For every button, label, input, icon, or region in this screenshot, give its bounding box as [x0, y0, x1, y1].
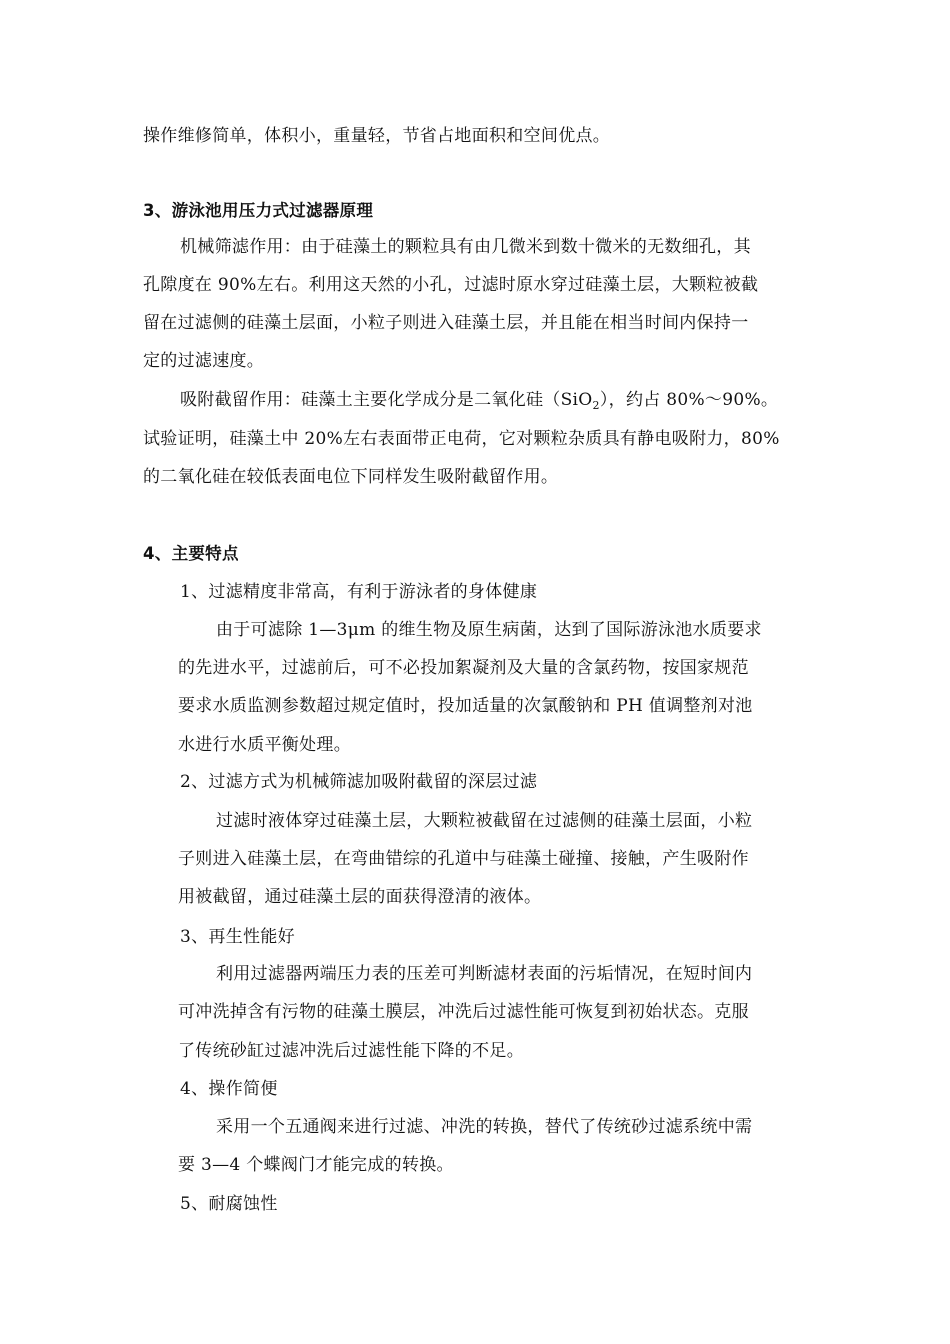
subscript-text: 2 [592, 399, 600, 412]
paragraph-line: 的二氧化硅在较低表面电位下同样发生吸附截留作用。 [143, 467, 559, 487]
paragraph-text: ），约占 80%～90%。 [599, 390, 779, 410]
paragraph-line: 要 3—4 个蝶阀门才能完成的转换。 [178, 1155, 454, 1175]
paragraph-line: 机械筛滤作用：由于硅藻土的颗粒具有由几微米到数十微米的无数细孔，其 [180, 237, 751, 257]
paragraph-line: 可冲洗掉含有污物的硅藻土膜层，冲洗后过滤性能可恢复到初始状态。克服 [178, 1002, 749, 1022]
paragraph-line: 利用过滤器两端压力表的压差可判断滤材表面的污垢情况，在短时间内 [216, 964, 753, 984]
paragraph-line: 留在过滤侧的硅藻土层面，小粒子则进入硅藻土层，并且能在相当时间内保持一 [143, 313, 749, 333]
paragraph-line: 孔隙度在 90%左右。利用这天然的小孔，过滤时原水穿过硅藻土层，大颗粒被截 [143, 275, 759, 295]
paragraph-line: 的先进水平，过滤前后，可不必投加絮凝剂及大量的含氯药物，按国家规范 [178, 658, 749, 678]
paragraph-text: 吸附截留作用：硅藻土主要化学成分是二氧化硅（SiO [180, 390, 593, 410]
paragraph-line: 了传统砂缸过滤冲洗后过滤性能下降的不足。 [178, 1041, 524, 1061]
paragraph-line: 要求水质监测参数超过规定值时，投加适量的次氯酸钠和 PH 值调整剂对池 [178, 696, 753, 716]
paragraph-line: 操作维修简单，体积小，重量轻，节省占地面积和空间优点。 [143, 126, 611, 146]
subsection-heading: 2、过滤方式为机械筛滤加吸附截留的深层过滤 [180, 772, 538, 792]
paragraph-line: 由于可滤除 1—3μm 的维生物及原生病菌，达到了国际游泳池水质要求 [216, 620, 762, 640]
subsection-heading: 4、操作简便 [180, 1079, 278, 1099]
paragraph-line: 试验证明，硅藻土中 20%左右表面带正电荷，它对颗粒杂质具有静电吸附力，80% [143, 429, 780, 449]
paragraph-line [180, 389, 778, 417]
subsection-heading: 3、再生性能好 [180, 927, 295, 947]
paragraph-line: 子则进入硅藻土层，在弯曲错综的孔道中与硅藻土碰撞、接触，产生吸附作 [178, 849, 749, 869]
paragraph-line: 采用一个五通阀来进行过滤、冲洗的转换，替代了传统砂过滤系统中需 [216, 1117, 753, 1137]
section-heading: 3、游泳池用压力式过滤器原理 [143, 201, 374, 220]
subsection-heading: 1、过滤精度非常高，有利于游泳者的身体健康 [180, 582, 538, 602]
paragraph-line: 水进行水质平衡处理。 [178, 735, 351, 755]
paragraph-line: 定的过滤速度。 [143, 351, 265, 371]
section-heading: 4、主要特点 [143, 544, 239, 563]
paragraph-line: 用被截留，通过硅藻土层的面获得澄清的液体。 [178, 887, 542, 907]
subsection-heading: 5、耐腐蚀性 [180, 1194, 278, 1214]
paragraph-line: 过滤时液体穿过硅藻土层，大颗粒被截留在过滤侧的硅藻土层面，小粒 [216, 811, 753, 831]
